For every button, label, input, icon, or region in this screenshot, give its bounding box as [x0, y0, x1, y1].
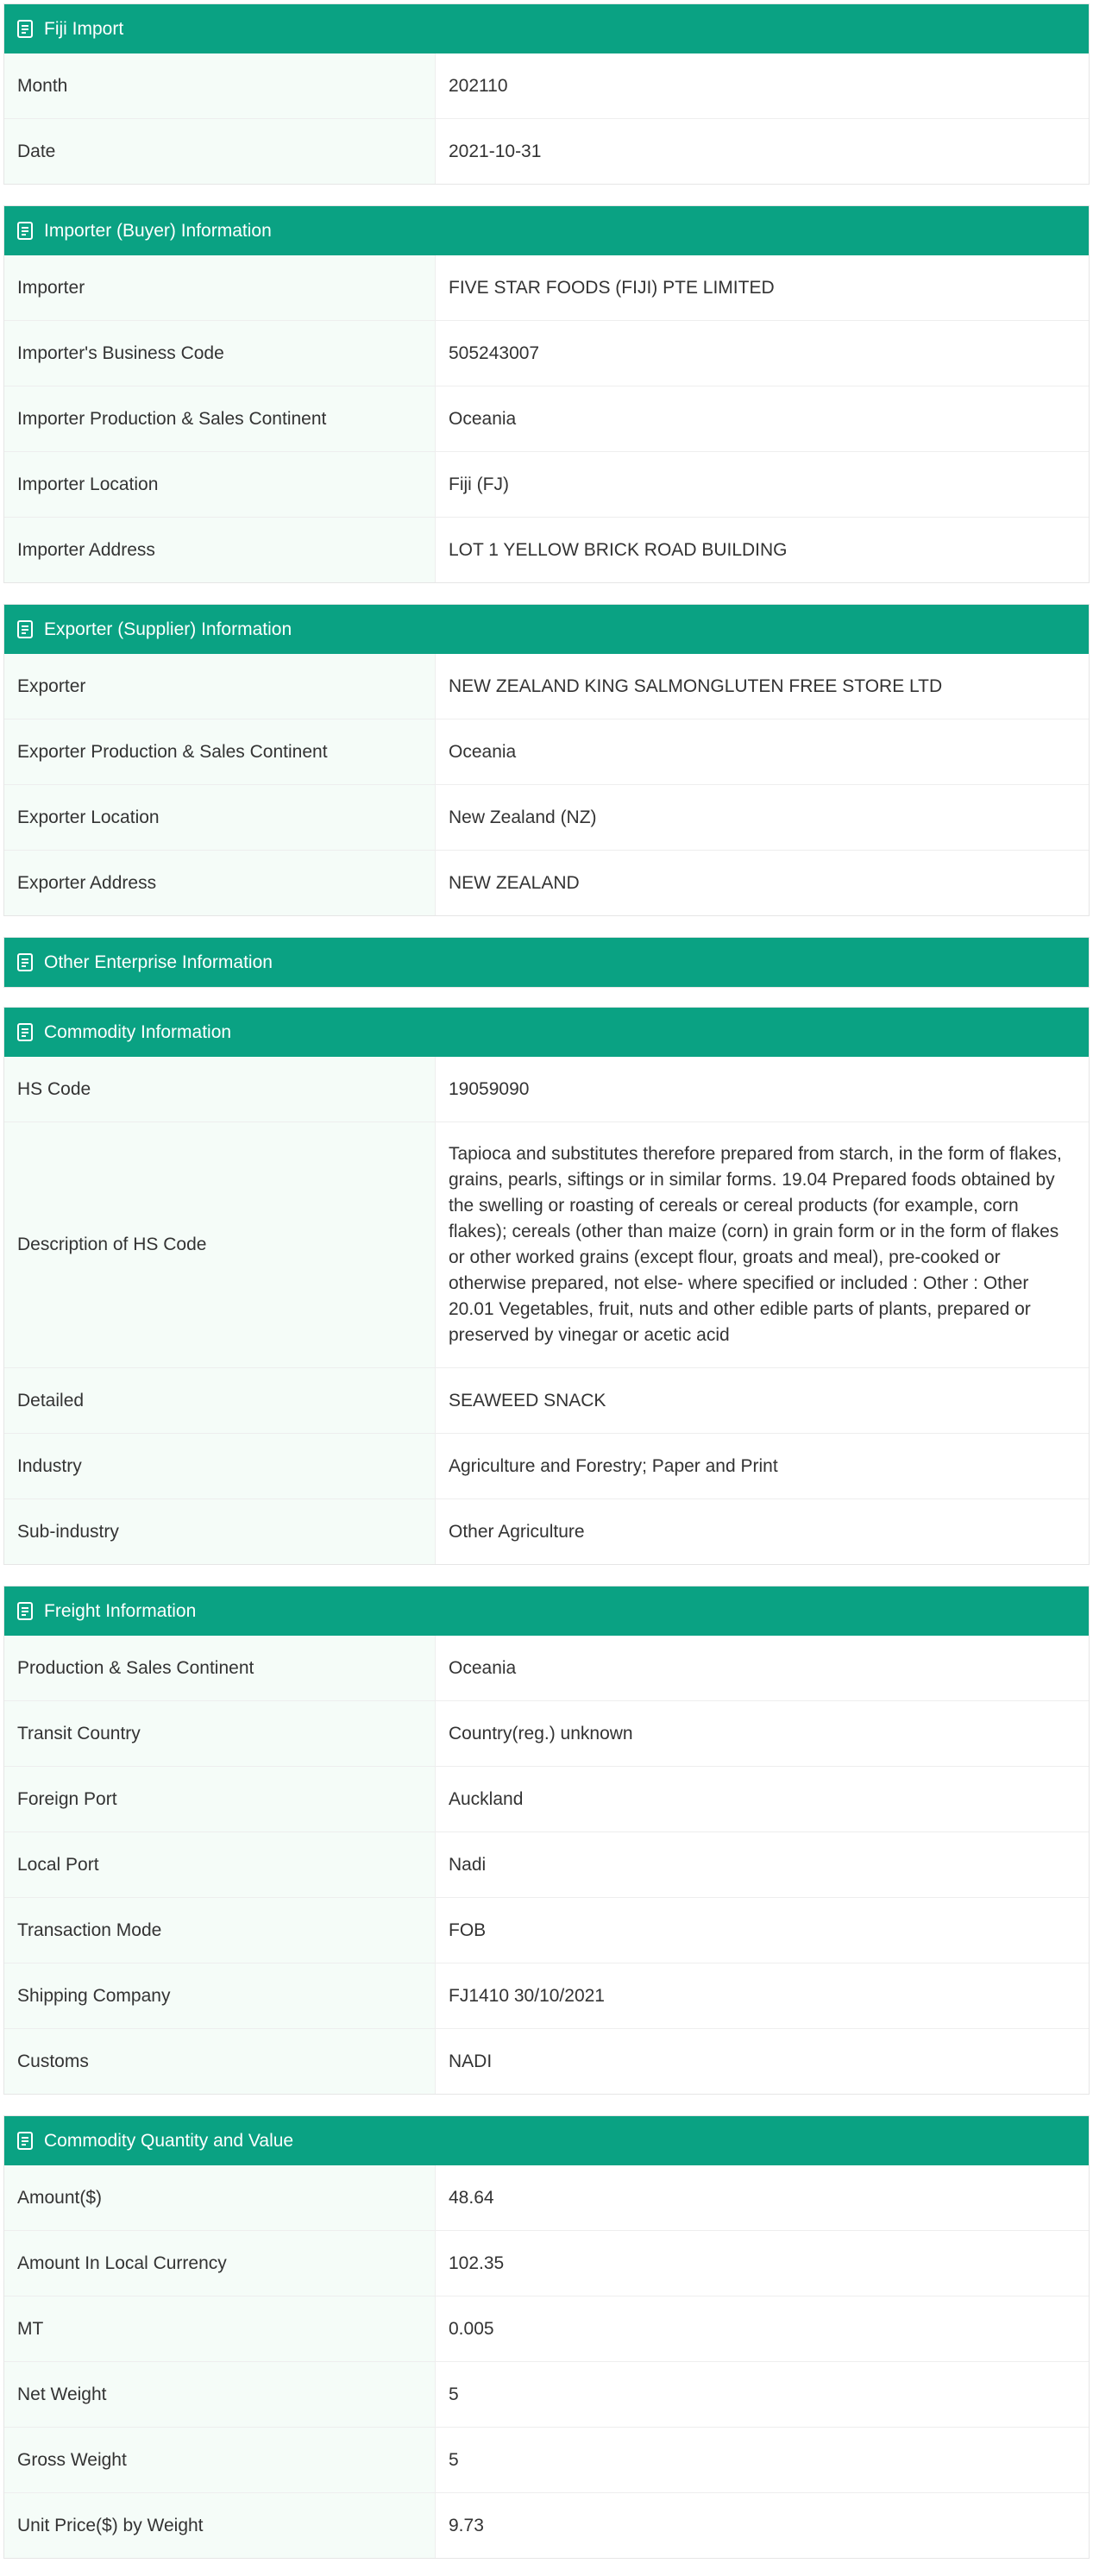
- document-icon: [16, 221, 35, 242]
- field-row-transit-country: [4, 1700, 1089, 1766]
- field-label: Description of HS Code: [4, 1122, 436, 1367]
- field-row-mt: [4, 2296, 1089, 2361]
- field-row-location: [4, 451, 1089, 517]
- field-value: NEW ZEALAND KING SALMONGLUTEN FREE STORE LTD: [449, 675, 943, 696]
- field-row-exporter: [4, 654, 1089, 719]
- field-row-customs: [4, 2028, 1089, 2094]
- field-label: Exporter Location: [4, 785, 436, 850]
- field-label: Net Weight: [4, 2362, 436, 2427]
- field-value: Oceania: [449, 408, 517, 429]
- field-value: Country(reg.) unknown: [449, 1723, 633, 1744]
- field-row-month: [4, 53, 1089, 118]
- field-row-hs-code: [4, 1057, 1089, 1122]
- section-title: Fiji Import: [44, 18, 124, 39]
- field-row-foreign-port: [4, 1766, 1089, 1831]
- field-label: Customs: [4, 2029, 436, 2094]
- field-value: SEAWEED SNACK: [449, 1390, 606, 1411]
- field-label: Production & Sales Continent: [4, 1636, 436, 1700]
- section-title: Commodity Information: [44, 1021, 232, 1042]
- field-value: 48.64: [449, 2187, 494, 2208]
- field-label: Exporter: [4, 654, 436, 719]
- field-row-detailed: [4, 1367, 1089, 1433]
- section-title: Importer (Buyer) Information: [44, 220, 272, 241]
- section-fiji-import: [3, 3, 1090, 185]
- field-row-gross-weight: [4, 2427, 1089, 2492]
- field-row-address: [4, 517, 1089, 582]
- field-value: 102.35: [449, 2252, 505, 2273]
- document-icon: [16, 1022, 35, 1043]
- field-row-continent: [4, 386, 1089, 451]
- section-header: [4, 2116, 1089, 2165]
- field-value: Other Agriculture: [449, 1521, 585, 1542]
- field-value: NADI: [449, 2051, 493, 2071]
- field-value: Nadi: [449, 1854, 487, 1875]
- field-label: Sub-industry: [4, 1499, 436, 1564]
- field-value: FIVE STAR FOODS (FIJI) PTE LIMITED: [449, 277, 775, 298]
- field-label: Exporter Production & Sales Continent: [4, 719, 436, 784]
- field-row-industry: [4, 1433, 1089, 1498]
- field-value: New Zealand (NZ): [449, 807, 597, 827]
- field-value: 0.005: [449, 2318, 494, 2339]
- field-label: Amount In Local Currency: [4, 2231, 436, 2296]
- field-row-importer: [4, 255, 1089, 320]
- field-row-hs-description: [4, 1122, 1089, 1367]
- section-header: [4, 206, 1089, 255]
- field-row-amount: [4, 2165, 1089, 2230]
- section-freight: [3, 1586, 1090, 2095]
- field-label: Transit Country: [4, 1701, 436, 1766]
- field-label: Importer: [4, 255, 436, 320]
- document-icon: [16, 952, 35, 973]
- document-icon: [16, 19, 35, 40]
- section-title: Other Enterprise Information: [44, 952, 273, 972]
- field-value: Tapioca and substitutes therefore prepared from starch, in the form of flakes, grains, pearls, siftings or in similar forms. 19.04 Prepared foods obtained by the swelling or roasting of cereals or cereal products (for example, corn flakes); cereals (other than maize (corn) in grain form or in the form of flakes or other worked grains (except flour, groats and meal), pre-cooked or otherwise prepared, not else- where specified or included : Other : Other 20.01 Vegetables, fruit, nuts and other edible parts of plants, prepared or preserved by vinegar or acetic acid: [449, 1144, 1062, 1345]
- document-icon: [16, 2131, 35, 2152]
- section-header: [4, 1008, 1089, 1057]
- field-value: 5: [449, 2449, 459, 2470]
- field-value: 505243007: [449, 342, 540, 363]
- section-header: [4, 605, 1089, 654]
- section-title: Freight Information: [44, 1600, 197, 1621]
- section-title: Commodity Quantity and Value: [44, 2130, 294, 2151]
- field-label: Exporter Address: [4, 851, 436, 915]
- field-label: Transaction Mode: [4, 1898, 436, 1963]
- field-value: Agriculture and Forestry; Paper and Print: [449, 1455, 778, 1476]
- field-value: Oceania: [449, 1657, 517, 1678]
- field-row-amount-local: [4, 2230, 1089, 2296]
- section-header: [4, 1586, 1089, 1636]
- field-row-transaction-mode: [4, 1897, 1089, 1963]
- section-header: [4, 4, 1089, 53]
- field-label: Foreign Port: [4, 1767, 436, 1831]
- field-value: 202110: [449, 75, 508, 96]
- document-icon: [16, 1601, 35, 1622]
- field-value: Oceania: [449, 741, 517, 762]
- field-label: Shipping Company: [4, 1963, 436, 2028]
- field-row-sub-industry: [4, 1498, 1089, 1564]
- document-icon: [16, 619, 35, 640]
- field-label: Importer Location: [4, 452, 436, 517]
- section-exporter: [3, 604, 1090, 916]
- field-label: Month: [4, 53, 436, 118]
- field-value: NEW ZEALAND: [449, 872, 580, 893]
- field-row-location: [4, 784, 1089, 850]
- section-other-enterprise: [3, 937, 1090, 988]
- field-label: Importer Production & Sales Continent: [4, 386, 436, 451]
- field-value: 2021-10-31: [449, 141, 542, 161]
- field-label: Amount($): [4, 2165, 436, 2230]
- field-label: Local Port: [4, 1832, 436, 1897]
- field-label: MT: [4, 2296, 436, 2361]
- field-label: Date: [4, 119, 436, 184]
- field-value: FJ1410 30/10/2021: [449, 1985, 605, 2006]
- field-label: Industry: [4, 1434, 436, 1498]
- field-row-business-code: [4, 320, 1089, 386]
- field-row-date: [4, 118, 1089, 184]
- section-commodity: [3, 1007, 1090, 1565]
- field-row-local-port: [4, 1831, 1089, 1897]
- section-quantity-value: [3, 2115, 1090, 2559]
- field-row-unit-price: [4, 2492, 1089, 2558]
- field-row-continent: [4, 1636, 1089, 1700]
- field-label: Unit Price($) by Weight: [4, 2493, 436, 2558]
- field-label: Detailed: [4, 1368, 436, 1433]
- field-value: 5: [449, 2384, 459, 2404]
- field-label: Importer Address: [4, 518, 436, 582]
- field-value: 9.73: [449, 2515, 484, 2535]
- record-page: [0, 3, 1093, 2559]
- field-label: HS Code: [4, 1057, 436, 1122]
- field-value: 19059090: [449, 1078, 530, 1099]
- field-row-address: [4, 850, 1089, 915]
- section-importer: [3, 205, 1090, 583]
- field-row-continent: [4, 719, 1089, 784]
- section-header: [4, 938, 1089, 987]
- field-row-shipping-company: [4, 1963, 1089, 2028]
- section-title: Exporter (Supplier) Information: [44, 619, 292, 639]
- field-row-net-weight: [4, 2361, 1089, 2427]
- field-label: Gross Weight: [4, 2428, 436, 2492]
- field-value: LOT 1 YELLOW BRICK ROAD BUILDING: [449, 539, 788, 560]
- field-value: FOB: [449, 1919, 487, 1940]
- field-value: Fiji (FJ): [449, 474, 509, 494]
- field-value: Auckland: [449, 1788, 524, 1809]
- field-label: Importer's Business Code: [4, 321, 436, 386]
